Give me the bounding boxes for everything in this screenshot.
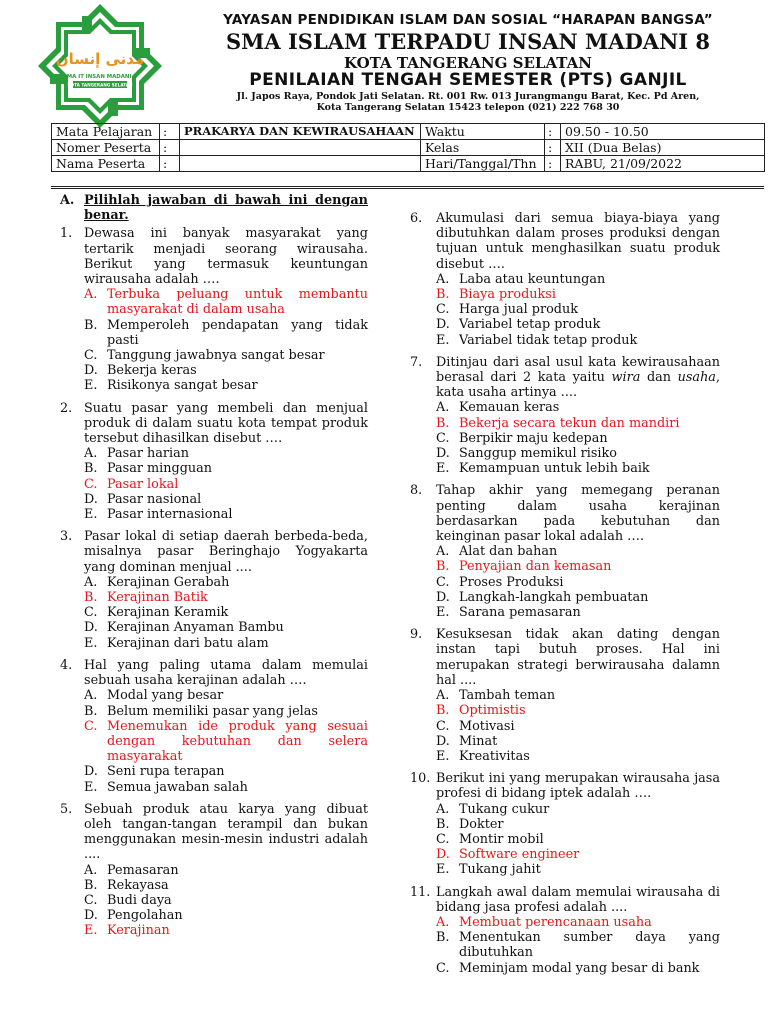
question-number: 3. — [60, 529, 73, 545]
school-name: SMA ISLAM TERPADU INSAN MADANI 8 — [225, 29, 711, 54]
section-heading — [60, 193, 368, 223]
participant-number-value[interactable] — [180, 140, 421, 156]
colon: : — [545, 140, 561, 156]
question-9 — [410, 627, 720, 764]
header-divider — [51, 186, 764, 189]
option-d-answer[interactable]: D. Software engineer — [436, 847, 580, 863]
colon: : — [545, 124, 561, 140]
question-text: Langkah awal dalam memulai wirausaha di bidang jasa profesi adalah .... — [436, 884, 720, 915]
question-11 — [410, 885, 720, 976]
question-text: Pasar lokal di setiap daerah berbeda-beda, misalnya pasar Beringhajo Yogyakarta yang dominan menjual .... — [84, 529, 368, 575]
option-b-answer[interactable]: B. Penyajian dan kemasan — [436, 559, 612, 575]
logo-caption-2: KOTA TANGERANG SELATAN — [67, 82, 133, 88]
option-d[interactable]: D. Pengolahan — [84, 908, 183, 924]
option-c[interactable]: C. Kerajinan Keramik — [84, 605, 229, 621]
subject-value: PRAKARYA DAN KEWIRAUSAHAAN — [180, 124, 421, 140]
question-8 — [410, 483, 720, 620]
option-a-answer[interactable]: A. Terbuka peluang untuk membantu masyarakat di dalam usaha — [84, 287, 368, 318]
question-text: Sebuah produk atau karya yang dibuat oleh tangan-tangan terampil dan bukan menggunakan mesin-mesin industri adalah .... — [84, 801, 368, 863]
option-c[interactable]: C. Motivasi — [436, 718, 515, 734]
question-number: 11. — [410, 884, 431, 900]
question-7 — [410, 355, 720, 477]
question-number: 2. — [60, 400, 73, 416]
option-b-answer[interactable]: B. Biaya produksi — [436, 287, 556, 303]
question-text: Hal yang paling utama dalam memulai sebuah usaha kerajinan adalah …. — [84, 657, 368, 689]
right-column — [410, 211, 720, 983]
option-d[interactable]: D. Minat — [436, 733, 498, 749]
school-logo — [36, 2, 164, 130]
option-c-answer[interactable]: C. Pasar lokal — [84, 476, 179, 492]
option-e-answer[interactable]: E. Kerajinan — [84, 923, 170, 939]
option-b[interactable]: B. Memperoleh pendapatan yang tidak pasti — [84, 317, 368, 348]
option-b[interactable]: B. Rekayasa — [84, 877, 169, 893]
option-a[interactable]: A. Kerajinan Gerabah — [84, 574, 230, 590]
question-number: 1. — [60, 226, 73, 242]
option-b-answer[interactable]: B. Bekerja secara tekun dan mandiri — [436, 415, 680, 431]
question-text: Akumulasi dari semua biaya-biaya yang dibutuhkan dalam proses produksi dengan tujuan untuk menghasilkan suatu produk disebut …. — [436, 211, 720, 272]
address-line-1: Jl. Japos Raya, Pondok Jati Selatan. Rt. 001 Rw. 013 Jurangmangu Barat, Kec. Pd Aren, — [236, 91, 700, 102]
section-label: A. — [60, 193, 75, 208]
option-a[interactable]: A. Pemasaran — [84, 862, 179, 878]
option-e[interactable]: E. Semua jawaban salah — [84, 779, 248, 795]
colon: : — [160, 124, 180, 140]
option-b[interactable]: B. Pasar mingguan — [84, 461, 213, 477]
option-d[interactable]: D. Sanggup memikul risiko — [436, 446, 617, 462]
option-d[interactable]: D. Seni rupa terapan — [84, 764, 225, 780]
table-row — [52, 124, 765, 140]
colon: : — [160, 156, 180, 172]
option-d[interactable]: D. Bekerja keras — [84, 363, 197, 379]
option-a[interactable]: A. Alat dan bahan — [436, 544, 558, 560]
option-c[interactable]: C. Meminjam modal yang besar di bank — [436, 960, 700, 976]
option-a[interactable]: A. Modal yang besar — [84, 688, 224, 704]
question-number: 4. — [60, 657, 73, 673]
option-e[interactable]: E. Kemampuan untuk lebih baik — [436, 461, 650, 477]
colon: : — [160, 140, 180, 156]
left-column — [60, 193, 368, 946]
option-a-answer[interactable]: A. Membuat perencanaan usaha — [436, 914, 652, 930]
question-6 — [410, 211, 720, 348]
colon: : — [545, 156, 561, 172]
date-label: Hari/Tanggal/Thn — [421, 156, 545, 172]
question-number: 8. — [410, 483, 423, 499]
option-a[interactable]: A. Pasar harian — [84, 446, 189, 462]
city-name: KOTA TANGERANG SELATAN — [343, 54, 592, 72]
question-10 — [410, 771, 720, 877]
option-a[interactable]: A. Tukang cukur — [436, 801, 550, 817]
option-a[interactable]: A. Laba atau keuntungan — [436, 271, 606, 287]
option-b-answer[interactable]: B. Kerajinan Batik — [84, 590, 208, 606]
option-b-answer[interactable]: B. Optimistis — [436, 703, 526, 719]
option-d[interactable]: D. Kerajinan Anyaman Bambu — [84, 620, 284, 636]
option-c[interactable]: C. Proses Produksi — [436, 574, 564, 590]
question-text: Berikut ini yang merupakan wirausaha jasa profesi di bidang iptek adalah …. — [436, 771, 720, 802]
exam-title: PENILAIAN TENGAH SEMESTER (PTS) GANJIL — [249, 70, 687, 90]
option-d[interactable]: D. Pasar nasional — [84, 491, 202, 507]
participant-name-label: Nama Peserta — [52, 156, 160, 172]
option-c-answer[interactable]: C. Menemukan ide produk yang sesuai dengan kebutuhan dan selera masyarakat — [84, 718, 368, 765]
subject-label: Mata Pelajaran — [52, 124, 160, 140]
question-text: Suatu pasar yang membeli dan menjual produk di dalam suatu kota tempat produk tersebut dihasilkan disebut …. — [84, 400, 368, 447]
participant-name-value[interactable] — [180, 156, 421, 172]
option-c[interactable]: C. Harga jual produk — [436, 302, 578, 318]
logo-caption-1: SMA IT INSAN MADANI 8 — [62, 74, 138, 80]
question-5 — [60, 802, 368, 939]
question-number: 7. — [410, 354, 423, 370]
question-text: Dewasa ini banyak masyarakat yang tertarik menjadi seorang wirausaha. Berikut yang termasuk keuntungan wirausaha adalah …. — [84, 226, 368, 288]
time-label: Waktu — [421, 124, 545, 140]
option-e[interactable]: E. Sarana pemasaran — [436, 605, 581, 621]
question-3 — [60, 529, 368, 651]
question-number: 9. — [410, 627, 423, 643]
option-e[interactable]: E. Kreativitas — [436, 748, 530, 764]
option-d[interactable]: D. Variabel tetap produk — [436, 317, 601, 333]
foundation-name: YAYASAN PENDIDIKAN ISLAM DAN SOSIAL “HARAPAN BANGSA” — [223, 12, 713, 28]
participant-number-label: Nomer Peserta — [52, 140, 160, 156]
question-text: Kesuksesan tidak akan dating dengan instan tapi butuh proses. Hal ini merupakan strategi berwirausaha dalamn hal .... — [436, 627, 720, 688]
question-2 — [60, 401, 368, 523]
option-c[interactable]: C. Berpikir maju kedepan — [436, 430, 608, 446]
table-row — [52, 140, 765, 156]
school-address — [176, 91, 760, 113]
option-b[interactable]: B. Belum memiliki pasar yang jelas — [84, 703, 318, 719]
option-e[interactable]: E. Pasar internasional — [84, 507, 233, 523]
question-1 — [60, 226, 368, 393]
time-value: 09.50 - 10.50 — [561, 124, 765, 140]
option-e[interactable]: E. Risikonya sangat besar — [84, 378, 258, 394]
option-b[interactable]: B. Dokter — [436, 816, 504, 832]
question-number: 5. — [60, 801, 73, 817]
question-text: Ditinjau dari asal usul kata kewirausahaan berasal dari 2 kata yaitu wira dan usaha, kata usaha artinya .... — [436, 354, 721, 401]
option-c[interactable]: C. Budi daya — [84, 892, 172, 908]
question-number: 10. — [410, 771, 431, 787]
address-line-2: Kota Tangerang Selatan 15423 telepon (021) 222 768 30 — [316, 102, 620, 113]
option-c[interactable]: C. Tanggung jawabnya sangat besar — [84, 348, 325, 364]
class-value: XII (Dua Belas) — [561, 140, 765, 156]
option-a[interactable]: A. Tambah teman — [436, 688, 556, 704]
option-d[interactable]: D. Langkah-langkah pembuatan — [436, 589, 649, 605]
option-e[interactable]: E. Tukang jahit — [436, 862, 541, 878]
class-label: Kelas — [421, 140, 545, 156]
table-row — [52, 156, 765, 172]
question-text: Tahap akhir yang memegang peranan penting dalam usaha kerajinan berdasarkan pada kebutuhan dan keinginan pasar lokal adalah …. — [436, 483, 720, 545]
option-c[interactable]: C. Montir mobil — [436, 831, 544, 847]
exam-info-table — [51, 123, 765, 172]
logo-arabic-text: مدنى إنسان — [55, 50, 145, 68]
option-e[interactable]: E. Variabel tidak tetap produk — [436, 332, 638, 348]
option-e[interactable]: E. Kerajinan dari batu alam — [84, 635, 269, 651]
section-instruction: Pilihlah jawaban di bawah ini dengan benar. — [84, 193, 368, 224]
option-a[interactable]: A. Kemauan keras — [436, 400, 560, 416]
question-4 — [60, 658, 368, 795]
option-b[interactable]: B. Menentukan sumber daya yang dibutuhkan — [436, 930, 720, 961]
question-number: 6. — [410, 211, 423, 226]
date-value: RABU, 21/09/2022 — [561, 156, 765, 172]
